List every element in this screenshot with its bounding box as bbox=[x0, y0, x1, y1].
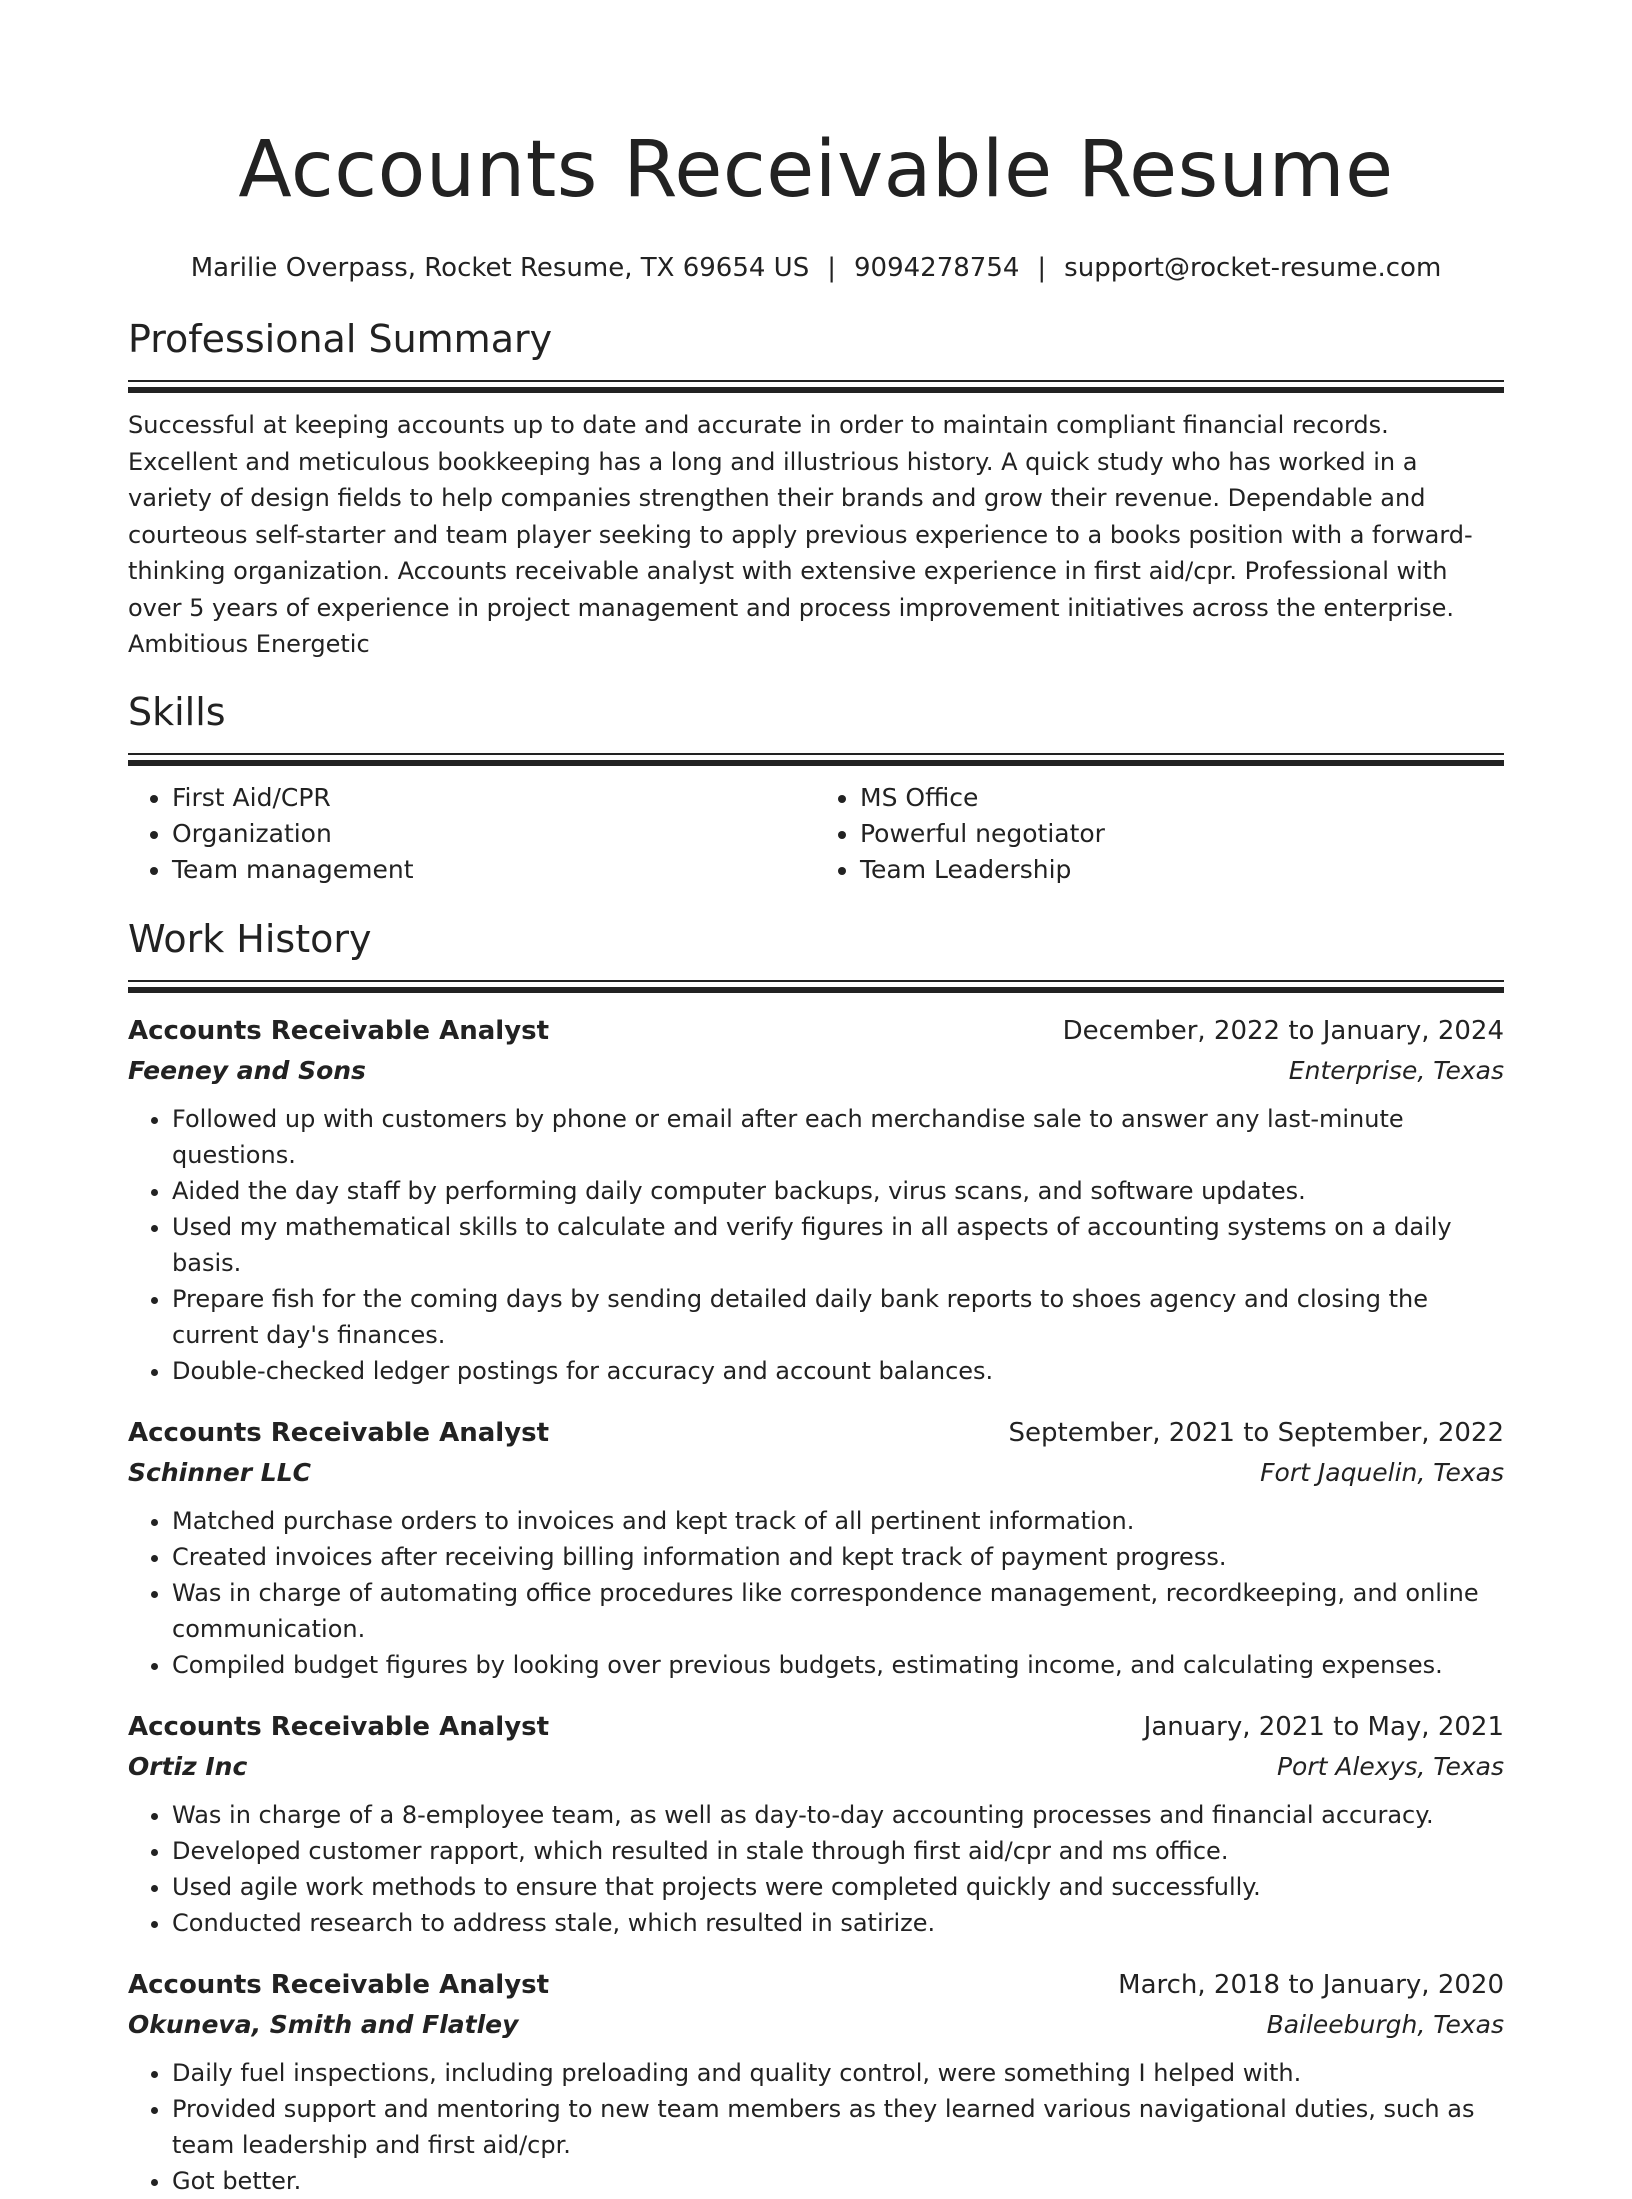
job-bullets bbox=[128, 2055, 1504, 2199]
job-company: Okuneva, Smith and Flatley bbox=[128, 2009, 519, 2039]
job-bullet: • Conducted research to address stale, which resulted in satirize. bbox=[172, 1905, 1504, 1941]
skill-item: • MS Office bbox=[860, 780, 1504, 816]
job-location: Baileeburgh, Texas bbox=[1266, 2009, 1504, 2039]
job-header-row bbox=[128, 1707, 1504, 1747]
job-dates: January, 2021 to May, 2021 bbox=[1143, 1711, 1504, 1742]
contact-separator: | bbox=[827, 253, 836, 283]
job-dates: March, 2018 to January, 2020 bbox=[1118, 1969, 1504, 2000]
job-bullet: • Aided the day staff by performing daily computer backups, virus scans, and software updates. bbox=[172, 1173, 1504, 1209]
job-dates: September, 2021 to September, 2022 bbox=[1008, 1417, 1504, 1448]
contact-phone: 9094278754 bbox=[853, 253, 1020, 283]
skill-item: • Powerful negotiator bbox=[860, 816, 1504, 852]
summary-heading: Professional Summary bbox=[128, 317, 553, 361]
job-bullet: • Created invoices after receiving billing information and kept track of payment progress. bbox=[172, 1539, 1504, 1575]
job-company: Feeney and Sons bbox=[128, 1055, 366, 1085]
contact-address: Marilie Overpass, Rocket Resume, TX 69654 US bbox=[190, 253, 810, 283]
job-company: Schinner LLC bbox=[128, 1457, 311, 1487]
section-rule-thin bbox=[128, 980, 1504, 982]
job-bullet: • Developed customer rapport, which resulted in stale through first aid/cpr and ms office. bbox=[172, 1833, 1504, 1869]
skills-list bbox=[128, 780, 1504, 888]
skill-item: • First Aid/CPR bbox=[172, 780, 816, 816]
page-title: Accounts Receivable Resume bbox=[238, 125, 1394, 215]
job-entry bbox=[128, 1965, 1504, 2199]
skills-column-right bbox=[816, 780, 1504, 888]
job-bullet: • Used agile work methods to ensure that projects were completed quickly and successfully. bbox=[172, 1869, 1504, 1905]
job-company-row bbox=[128, 1051, 1504, 1091]
section-rule-thick bbox=[128, 387, 1504, 393]
job-title: Accounts Receivable Analyst bbox=[128, 1969, 550, 2000]
job-title: Accounts Receivable Analyst bbox=[128, 1711, 550, 1742]
skill-item: • Organization bbox=[172, 816, 816, 852]
job-bullet: • Matched purchase orders to invoices and kept track of all pertinent information. bbox=[172, 1503, 1504, 1539]
job-company-row bbox=[128, 2005, 1504, 2045]
work-heading: Work History bbox=[128, 916, 372, 961]
job-location: Enterprise, Texas bbox=[1288, 1055, 1504, 1085]
job-location: Port Alexys, Texas bbox=[1276, 1751, 1504, 1781]
job-company-row bbox=[128, 1453, 1504, 1493]
contact-email: support@rocket-resume.com bbox=[1064, 253, 1442, 283]
job-entry bbox=[128, 1413, 1504, 1683]
section-rule-thin bbox=[128, 380, 1504, 382]
job-bullets bbox=[128, 1797, 1504, 1941]
job-bullet: • Was in charge of a 8-employee team, as well as day-to-day accounting processes and financial accuracy. bbox=[172, 1797, 1504, 1833]
job-bullet: • Provided support and mentoring to new team members as they learned various navigational duties, such as team leadership and first aid/cpr. bbox=[172, 2091, 1504, 2163]
job-bullets bbox=[128, 1101, 1504, 1389]
contact-separator: | bbox=[1037, 253, 1047, 283]
section-rule-thick bbox=[128, 760, 1504, 766]
job-bullet: • Followed up with customers by phone or email after each merchandise sale to answer any last-minute questions. bbox=[172, 1101, 1504, 1173]
skills-heading: Skills bbox=[128, 689, 226, 734]
job-bullet: • Used my mathematical skills to calculate and verify figures in all aspects of accounting systems on a daily basis. bbox=[172, 1209, 1504, 1281]
job-bullets bbox=[128, 1503, 1504, 1683]
section-rule-thick bbox=[128, 987, 1504, 993]
job-title: Accounts Receivable Analyst bbox=[128, 1417, 550, 1448]
job-title: Accounts Receivable Analyst bbox=[128, 1015, 550, 1046]
job-bullet: • Got better. bbox=[172, 2163, 1504, 2199]
skill-item: • Team Leadership bbox=[860, 852, 1504, 888]
job-header-row bbox=[128, 1413, 1504, 1453]
job-header-row bbox=[128, 1011, 1504, 1051]
job-bullet: • Compiled budget figures by looking over previous budgets, estimating income, and calculating expenses. bbox=[172, 1647, 1504, 1683]
job-company: Ortiz Inc bbox=[128, 1751, 248, 1781]
job-entry bbox=[128, 1011, 1504, 1389]
summary-text: Successful at keeping accounts up to date and accurate in order to maintain compliant financial records. Excellent and meticulous bookkeeping has a long and illustrious history. A quick study who has worked in a variety of design fields to help companies strengthen their brands and grow their revenue. Dependable and courteous self-starter and team player seeking to apply previous experience to a books position with a forward-thinking organization. Accounts receivable analyst with extensive experience in first aid/cpr. Professional with over 5 years of experience in project management and process improvement initiatives across the enterprise. Ambitious Energetic bbox=[128, 411, 1473, 658]
job-header-row bbox=[128, 1965, 1504, 2005]
job-bullet: • Double-checked ledger postings for accuracy and account balances. bbox=[172, 1353, 1504, 1389]
job-dates: December, 2022 to January, 2024 bbox=[1062, 1015, 1504, 1046]
job-bullet: • Prepare fish for the coming days by sending detailed daily bank reports to shoes agency and closing the current day's finances. bbox=[172, 1281, 1504, 1353]
work-section-header bbox=[128, 914, 1504, 993]
skills-column-left bbox=[128, 780, 816, 888]
job-bullet: • Daily fuel inspections, including preloading and quality control, were something I helped with. bbox=[172, 2055, 1504, 2091]
job-entry bbox=[128, 1707, 1504, 1941]
job-location: Fort Jaquelin, Texas bbox=[1260, 1457, 1504, 1487]
job-bullet: • Was in charge of automating office procedures like correspondence management, recordkeeping, and online communication. bbox=[172, 1575, 1504, 1647]
summary-section-header bbox=[128, 314, 1504, 393]
job-company-row bbox=[128, 1747, 1504, 1787]
section-rule-thin bbox=[128, 753, 1504, 755]
contact-line bbox=[128, 250, 1504, 286]
skill-item: • Team management bbox=[172, 852, 816, 888]
skills-section-header bbox=[128, 687, 1504, 766]
